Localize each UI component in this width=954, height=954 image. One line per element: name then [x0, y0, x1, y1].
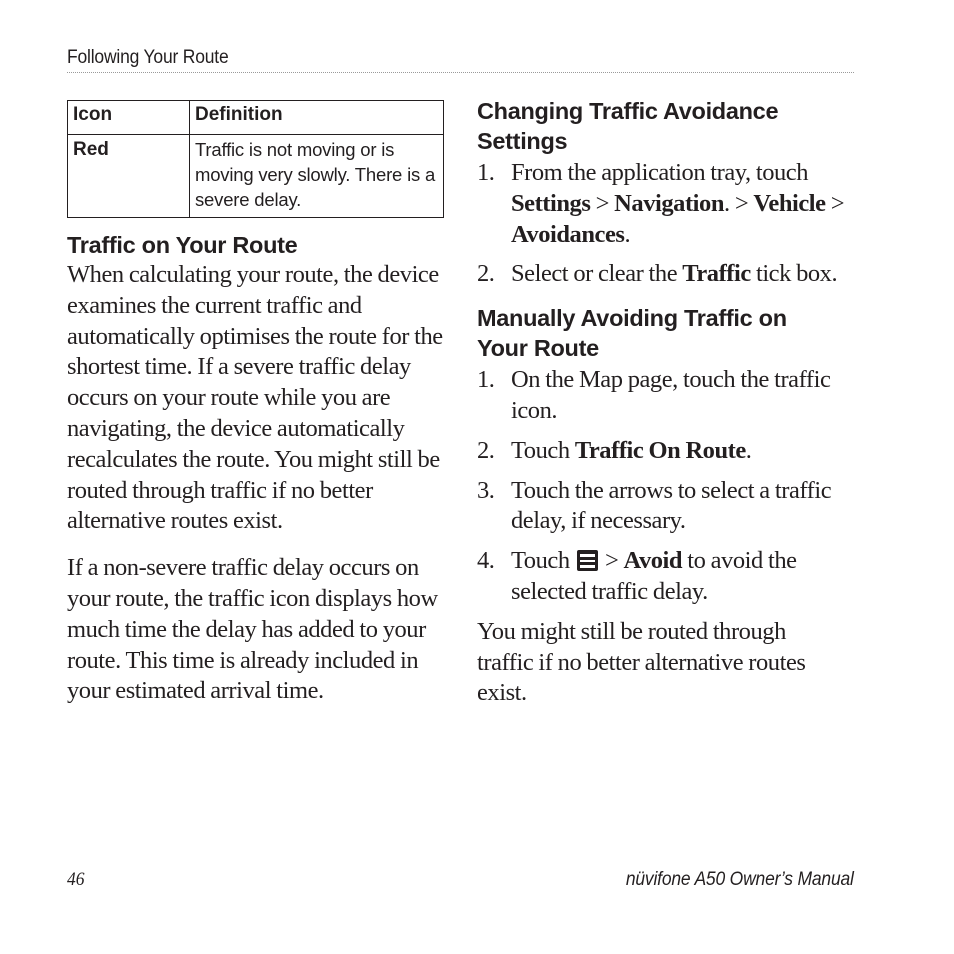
paragraph-route-calculation: When calculating your route, the device examines the current traffic and automatically optimises the route for the shortest time. If a severe traffic delay occurs on your route while you are navigating, the device automatically recalculates the route. You might still be routed through traffic if no better alternative routes exist.: [67, 261, 443, 535]
section-title-traffic-on-route: Traffic on Your Route: [67, 232, 298, 258]
step-number: 3.: [477, 476, 495, 504]
steps-manually-avoiding: [477, 365, 857, 608]
list-item: 3. Touch the arrows to select a traffic delay, if necessary.: [477, 476, 832, 535]
table-header-definition: Definition: [190, 101, 444, 135]
step-number: 2.: [477, 436, 495, 464]
paragraph-routing-note: You might still be routed through traffic if no better alternative routes exist.: [477, 617, 806, 707]
menu-path-navigation: Navigation: [614, 189, 724, 217]
menu-path-avoidances: Avoidances: [511, 220, 625, 248]
running-header: Following Your Route: [67, 47, 229, 68]
menu-icon: [577, 550, 598, 571]
traffic-tickbox-label: Traffic: [682, 260, 751, 288]
manual-title: nüvifone A50 Owner’s Manual: [626, 869, 854, 890]
list-item: 1. From the application tray, touch Settings > Navigation. > Vehicle > Avoidances.: [477, 159, 845, 248]
list-item: 4. Touch > Avoid to avoid the selected traffic delay.: [477, 547, 797, 605]
table-cell-icon: Red: [68, 135, 190, 218]
section-title-changing-avoidance: Changing Traffic Avoidance Settings: [477, 98, 779, 154]
right-column: [477, 96, 857, 709]
table-row: [68, 135, 444, 218]
step-number: 1.: [477, 159, 495, 186]
icon-definition-table: [67, 100, 444, 218]
table-header-icon: Icon: [68, 101, 190, 135]
avoid-label: Avoid: [623, 547, 683, 575]
menu-path-vehicle: Vehicle: [753, 189, 826, 217]
table-cell-definition: Traffic is not moving or is moving very slowly. There is a severe delay.: [190, 135, 444, 218]
paragraph-non-severe-delay: If a non-severe traffic delay occurs on your route, the traffic icon displays how much time the delay has added to your route. This time is already included in your estimated arrival time.: [67, 554, 438, 705]
header-rule: [67, 72, 854, 73]
traffic-on-route-label: Traffic On Route: [574, 436, 746, 464]
step-number: 1.: [477, 366, 495, 394]
section-title-manually-avoiding: Manually Avoiding Traffic on Your Route: [477, 305, 787, 362]
step-number: 2.: [477, 260, 495, 288]
steps-changing-avoidance: [477, 158, 857, 290]
left-column: [67, 100, 444, 707]
list-item: 2. Touch Traffic On Route.: [477, 436, 857, 467]
step-number: 4.: [477, 547, 495, 575]
page-number: 46: [67, 869, 85, 890]
table-header-row: [68, 101, 444, 135]
list-item: 1. On the Map page, touch the traffic icon.: [477, 366, 831, 424]
menu-path-settings: Settings: [511, 189, 591, 217]
list-item: 2. Select or clear the Traffic tick box.: [477, 259, 857, 290]
